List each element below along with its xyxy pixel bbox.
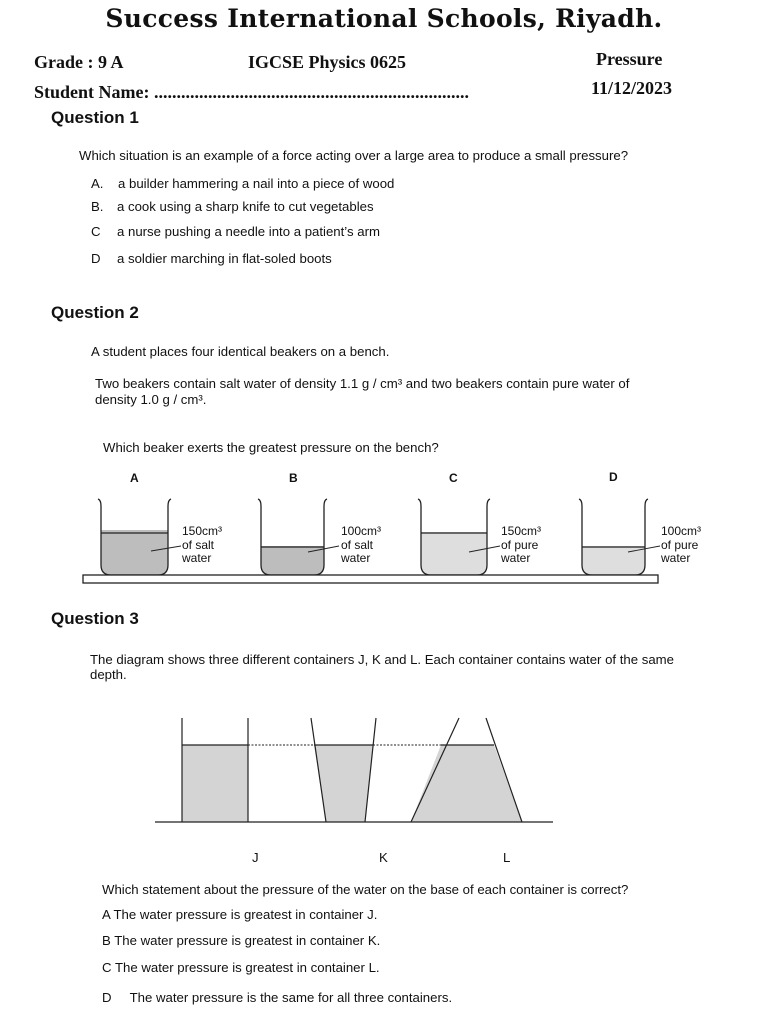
date: 11/12/2023: [591, 78, 673, 98]
beaker-d-description: 100cm³ of pure water: [661, 524, 702, 565]
beaker-a-water: [101, 530, 168, 575]
question-1-title: Question 1: [51, 108, 139, 127]
containers-diagram: [155, 718, 553, 822]
question-2-density-line1: Two beakers contain salt water of density 1.1 g / cm³ and two beakers contain pure water of: [95, 376, 630, 391]
q1-option-d-text: a soldier marching in flat-soled boots: [117, 251, 332, 266]
q3-option-a: A The water pressure is greatest in container J.: [102, 907, 378, 922]
grade: Grade : 9 A: [34, 52, 124, 72]
q3-option-d: D The water pressure is the same for all three containers.: [102, 990, 453, 1005]
school-name: Success International Schools, Riyadh.: [105, 4, 663, 33]
q1-option-b-letter: B.: [91, 199, 104, 214]
question-2-title: Question 2: [51, 303, 139, 322]
student-name-field: Student Name: ......................................................................: [34, 82, 469, 102]
course-title: IGCSE Physics 0625: [248, 52, 407, 72]
container-l-label: L: [503, 850, 511, 865]
topic: Pressure: [596, 49, 663, 69]
container-l-water: [411, 745, 522, 822]
question-2-question: Which beaker exerts the greatest pressure on the bench?: [103, 440, 439, 455]
question-3-title: Question 3: [51, 609, 139, 628]
question-3-question: Which statement about the pressure of the water on the base of each container is correct?: [102, 882, 629, 897]
q1-option-d-letter: D: [91, 251, 101, 266]
beaker-b-description: 100cm³ of salt water: [341, 524, 382, 565]
question-2-density-line2: density 1.0 g / cm³.: [95, 392, 207, 407]
q1-option-c-letter: C: [91, 224, 101, 239]
beaker-a-label: A: [130, 471, 139, 485]
beaker-a-description: 150cm³ of salt water: [182, 524, 223, 565]
container-j-water: [182, 745, 248, 822]
q1-option-b-text: a cook using a sharp knife to cut vegetables: [117, 199, 374, 214]
question-2-intro: A student places four identical beakers on a bench.: [91, 344, 390, 359]
bench: [83, 575, 658, 583]
q1-option-c-text: a nurse pushing a needle into a patient’s arm: [117, 224, 380, 239]
q3-option-c: C The water pressure is greatest in container L.: [102, 960, 380, 975]
question-1-stem: Which situation is an example of a force acting over a large area to produce a small pressure?: [79, 148, 629, 163]
beaker-c-description: 150cm³ of pure water: [501, 524, 542, 565]
beaker-d-label: D: [609, 470, 618, 484]
container-j-label: J: [252, 850, 259, 865]
q1-option-a-text: a builder hammering a nail into a piece of wood: [118, 176, 395, 191]
q1-option-a-letter: A.: [91, 176, 104, 191]
container-k-water: [314, 745, 373, 822]
beaker-c-water: [421, 532, 487, 575]
question-3-intro-line1: The diagram shows three different containers J, K and L. Each container contains water of the same: [90, 652, 674, 667]
question-3-intro-line2: depth.: [90, 667, 127, 682]
container-k-label: K: [379, 850, 388, 865]
q3-option-b: B The water pressure is greatest in container K.: [102, 933, 381, 948]
beaker-b-label: B: [289, 471, 298, 485]
beaker-c-label: C: [449, 471, 458, 485]
